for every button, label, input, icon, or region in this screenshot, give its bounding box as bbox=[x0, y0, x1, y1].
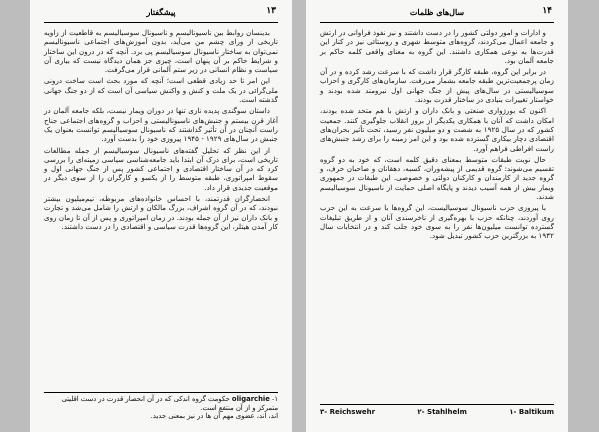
paragraph: این امر تا حد زیادی قطعی است؛ آنچه که مورد بحث است ساخت درونی ملی‌گرائی در یک ملت و کنش و واکنش سیاسی آن است که از دو جنگ جهانی گذشته است. bbox=[44, 76, 278, 105]
footnote-item bbox=[417, 408, 467, 417]
footnote-marker: ۲- bbox=[417, 408, 425, 416]
footnote-marker: ۱- bbox=[272, 395, 278, 403]
footnote-term: Reichswehr bbox=[329, 408, 376, 416]
footnote-term: Baltikum bbox=[518, 408, 554, 416]
footnote-text: اند، اند، عضوی مهم آن ها در نیز بمعنی جدید. bbox=[150, 412, 278, 420]
right-page bbox=[306, 0, 568, 432]
footnote-divider bbox=[320, 404, 554, 405]
page-number: ۱۳ bbox=[266, 6, 276, 16]
footnote-marker: ۱- bbox=[509, 408, 517, 416]
footnote-term: Stahlhelm bbox=[427, 408, 467, 416]
footnote-item bbox=[320, 408, 375, 417]
footnote-item bbox=[44, 412, 278, 421]
paragraph: از این نظر که تحلیل گفته‌های ناسیونال سوسیالیسم از جمله مطالعات تاریخی است، برای درک آن ابتدا باید جامعه‌شناسی سیاسی زمینه‌ای را بررسی کرد که در آن ساختار اقتصادی و اجتماعی کشور پس از جنگ جهانی اول و سقوط امپراتوری، طبقه متوسط را از یکسو و کارگران را از سوی دیگر در موقعیت جدیدی قرار داد. bbox=[44, 145, 278, 192]
paragraph: در برابر این گروه، طبقه کارگر قرار داشت که با سرعت رشد کرده و در آن زمان پرجمعیت‌ترین طبقه جامعه بشمار می‌رفت. سازمان‌های کارگری و احزاب سوسیالیستی در سال‌های پیش از جنگ جهانی اول نیرومند شده بودند و خواستار تغییرات بنیادی در ساختار قدرت بودند. bbox=[320, 67, 554, 105]
footnote-divider bbox=[44, 392, 278, 393]
footnote-marker: ۳- bbox=[320, 408, 328, 416]
footnote-text: حکومت گروه اندکی که در آن انحصار قدرت در دست اقلیتی متمرکز و از آن منتفع است. bbox=[61, 395, 278, 412]
page-body bbox=[320, 28, 554, 243]
footnotes bbox=[320, 408, 554, 417]
paragraph: با پیروزی حزب ناسیونال سوسیالیست، این گروه‌ها با سرعت به این حزب روی آوردند، چنانکه حزب با بهره‌گیری از ناخرسندی آنان و از طریق تبلیغات گسترده توانست میلیون‌ها نفر را به سوی خود جلب کند و در انتخابات سال ۱۹۳۲ به بزرگترین حزب کشور تبدیل شود. bbox=[320, 203, 554, 241]
footnote-item bbox=[44, 395, 278, 412]
paragraph: اکنون که بورژوازی صنعتی و بانک داران و ارتش با هم متحد شده بودند، امکان داشت که آنان با همکاری یکدیگر از بروز انقلاب جلوگیری کنند. جمعیت کشور که در سال ۱۹۲۵ به شصت و دو میلیون نفر رسید، تحت تأثیر بحران‌های اقتصادی دچار بیکاری گسترده شده بود و این امر زمینه را برای رشد جنبش‌های راست افراطی فراهم آورد. bbox=[320, 106, 554, 153]
paragraph: انحصارگران قدرتمند، با احساس خانواده‌های مربوطه، نیم‌میلیون بیشتر نبودند، که در آن گروه اشراف، بزرگ مالکان و ارتش را شامل می‌شد و تجارت و بانک داران نیز از آن جمله بودند. در زمان امپراتوری و پس از آن تا زمان روی کار آمدن هیتلر، این گروه‌ها قدرت سیاسی و اقتصادی را در دست داشتند. bbox=[44, 194, 278, 231]
page-number: ۱۴ bbox=[542, 6, 552, 16]
paragraph: بدینسان روابط بین ناسیونالیسم و ناسیونال سوسیالیسم به قاطعیت از زاویه تاریخی از ورای چشم من می‌آید، بدون آموزش‌های اجتماعی ناسیونالیسم نمی‌توان به ساختار ناسیونال سوسیالیسم پی برد. آنچه که در درون این ساختار و شرایط حاکم بر آن پنهان است، چیزی جز همان دیدگاه نیست که بیاری آن سیاست و نظام انسانی در زیر ستم آلمانی قرار می‌گرفت. bbox=[44, 28, 278, 75]
footnote-term: oligarchie bbox=[231, 395, 270, 403]
page-header bbox=[44, 6, 278, 23]
footnotes bbox=[44, 395, 278, 421]
page-body bbox=[44, 28, 278, 233]
running-title: پیشگفتار bbox=[146, 7, 176, 17]
paragraph: و ادارات و امور دولتی کشور را در دست داشتند و نیز نفوذ فراوانی در ارتش و جامعه اعمال می‌کردند، گروه‌های متوسط شهری و روستائی نیز در کنار این قدرت‌ها به نوعی همکاری داشتند. این گروه به معنای واقعی کلمه حاکم بر جامعه آلمان بود. bbox=[320, 28, 554, 65]
running-title: سال‌های ظلمات bbox=[409, 7, 465, 17]
page-header bbox=[320, 6, 554, 23]
paragraph: داستان سوگندی پدیده نازی تنها در دوران ویمار نیست، بلکه جامعه آلمان در آغاز قرن بیستم و جنبش‌های ناسیونالیستی و احزاب و گروه‌های اجتماعی جناح راست آنچنان در آن تأثیر گذاشتند که ناسیونال سوسیالیسم توانست بعنوان یک جنبش در سال‌های ۱۹۲۹ - ۱۹۴۵ پیروزی خود را بدست آورد. bbox=[44, 106, 278, 144]
footnote-item bbox=[509, 408, 554, 417]
left-page bbox=[30, 0, 292, 432]
paragraph: حال نوبت طبقات متوسط بمعنای دقیق کلمه است، که خود به دو گروه تقسیم می‌شوند: گروه قدیمی از پیشه‌وران، کسبه، دهقانان و صاحبان حرف، و گروه جدید از کارمندان و کارکنان دولتی و خصوصی. این طبقات در جمهوری ویمار بیش از همه آسیب دیدند و پایگاه اصلی حمایت از ناسیونال سوسیالیسم شدند. bbox=[320, 154, 554, 202]
